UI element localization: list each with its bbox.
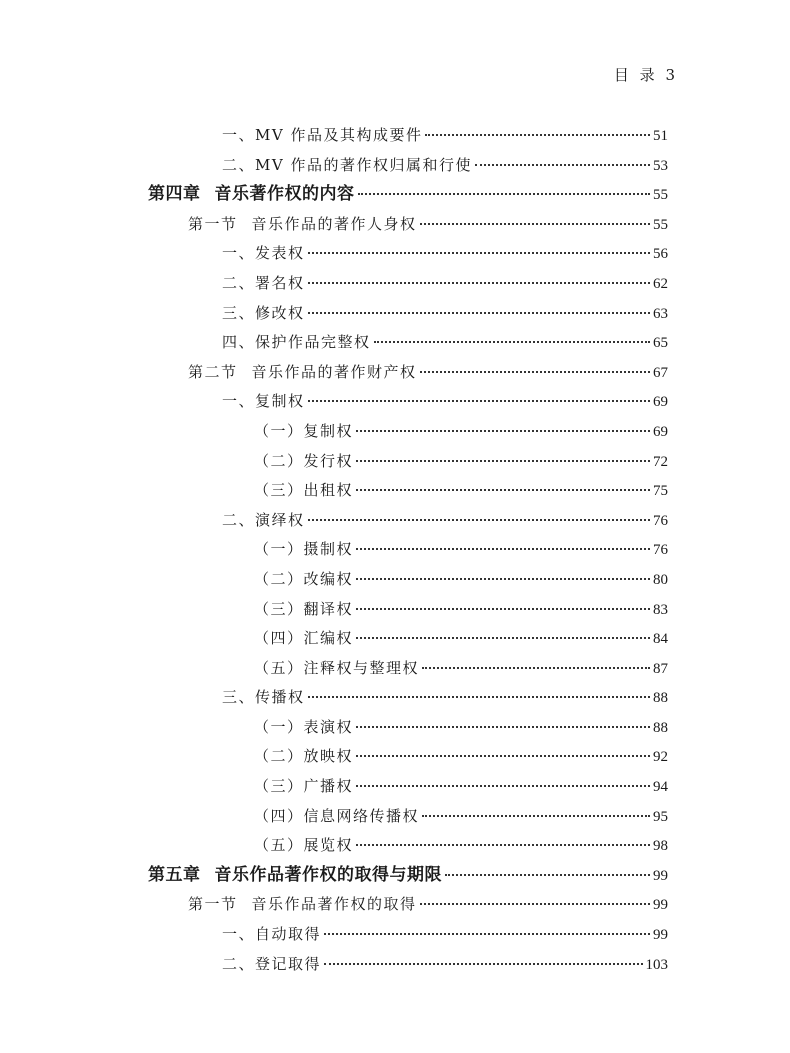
- dot-leader: [422, 667, 650, 669]
- dot-leader: [308, 519, 650, 521]
- toc-entry-page: 62: [653, 275, 668, 292]
- dot-leader: [358, 193, 651, 195]
- dot-leader: [420, 903, 650, 905]
- toc-entry-text: （二）发行权: [254, 451, 354, 470]
- dot-leader: [356, 578, 650, 580]
- toc-entry-text: 音乐作品的著作人身权: [251, 214, 417, 233]
- dot-leader: [356, 726, 650, 728]
- dot-leader: [308, 696, 650, 698]
- toc-entry-text: 音乐作品著作权的取得与期限: [214, 864, 442, 885]
- toc-entry-title: [188, 210, 417, 240]
- toc-entry-page: 76: [653, 542, 668, 559]
- toc-entry-item: [0, 121, 790, 151]
- toc-entry-title: [254, 713, 353, 743]
- table-of-contents: [0, 121, 790, 979]
- toc-entry-text: （四）信息网络传播权: [254, 806, 420, 825]
- toc-entry-title: [222, 239, 305, 269]
- toc-entry-title: [188, 358, 417, 388]
- toc-entry-label: 第二节: [188, 362, 238, 381]
- toc-entry-title: [254, 476, 353, 506]
- toc-entry-section: [0, 210, 790, 240]
- toc-entry-label: 第一节: [188, 895, 238, 914]
- toc-entry-page: 92: [653, 749, 668, 766]
- toc-entry-item: [0, 387, 790, 417]
- toc-entry-text: （一）复制权: [254, 421, 354, 440]
- toc-entry-page: 94: [653, 779, 668, 796]
- toc-entry-page: 87: [653, 660, 668, 677]
- toc-entry-text: （二）放映权: [254, 747, 354, 766]
- toc-entry-text: （一）表演权: [254, 717, 354, 736]
- toc-entry-sub: [0, 802, 790, 832]
- toc-entry-text: 三、修改权: [222, 303, 305, 322]
- dot-leader: [374, 341, 650, 343]
- toc-entry-title: [222, 506, 305, 536]
- toc-entry-sub: [0, 742, 790, 772]
- toc-entry-title: [148, 861, 442, 891]
- toc-entry-text: 二、MV 作品的著作权归属和行使: [222, 155, 472, 174]
- toc-entry-page: 51: [653, 128, 668, 144]
- toc-entry-text: （三）广播权: [254, 777, 354, 796]
- toc-entry-title: [148, 180, 355, 210]
- toc-entry-item: [0, 506, 790, 536]
- toc-entry-title: [222, 950, 321, 980]
- toc-entry-text: （二）改编权: [254, 569, 354, 588]
- toc-entry-text: 一、自动取得: [222, 925, 322, 944]
- toc-entry-page: 72: [653, 453, 668, 470]
- toc-entry-text: 一、MV 作品及其构成要件: [222, 126, 423, 144]
- toc-entry-section: [0, 890, 790, 920]
- dot-leader: [308, 400, 650, 402]
- toc-entry-sub: [0, 565, 790, 595]
- toc-entry-title: [222, 920, 321, 950]
- toc-entry-text: 一、发表权: [222, 244, 305, 263]
- dot-leader: [356, 844, 650, 846]
- toc-entry-title: [222, 328, 371, 358]
- toc-entry-page: 84: [653, 631, 668, 648]
- toc-entry-sub: [0, 713, 790, 743]
- toc-entry-item: [0, 299, 790, 329]
- toc-entry-item: [0, 269, 790, 299]
- toc-entry-chapter: [0, 180, 790, 210]
- dot-leader: [356, 785, 650, 787]
- dot-leader: [356, 430, 650, 432]
- toc-entry-page: 75: [653, 483, 668, 500]
- dot-leader: [422, 815, 650, 817]
- toc-entry-sub: [0, 476, 790, 506]
- toc-entry-sub: [0, 772, 790, 802]
- toc-entry-title: [254, 417, 353, 447]
- toc-entry-sub: [0, 595, 790, 625]
- toc-entry-page: 67: [653, 364, 668, 381]
- toc-entry-page: 69: [653, 394, 668, 411]
- toc-entry-text: （五）展览权: [254, 836, 354, 855]
- toc-entry-page: 53: [653, 157, 668, 174]
- dot-leader: [356, 608, 650, 610]
- dot-leader: [356, 548, 650, 550]
- toc-entry-title: [254, 595, 353, 625]
- toc-entry-text: 二、登记取得: [222, 954, 322, 973]
- toc-entry-sub: [0, 417, 790, 447]
- toc-entry-page: 80: [653, 571, 668, 588]
- toc-entry-text: 音乐作品的著作财产权: [251, 362, 417, 381]
- toc-entry-title: [222, 151, 472, 181]
- toc-entry-sub: [0, 535, 790, 565]
- toc-entry-title: [254, 654, 419, 684]
- toc-entry-sub: [0, 624, 790, 654]
- toc-entry-page: 99: [653, 897, 668, 914]
- toc-entry-text: （五）注释权与整理权: [254, 658, 420, 677]
- toc-entry-page: 99: [653, 927, 668, 944]
- dot-leader: [308, 312, 650, 314]
- toc-entry-page: 76: [653, 512, 668, 529]
- toc-entry-text: （三）出租权: [254, 481, 354, 500]
- toc-entry-title: [254, 565, 353, 595]
- toc-entry-title: [222, 269, 305, 299]
- toc-entry-page: 99: [653, 867, 668, 884]
- toc-entry-sub: [0, 447, 790, 477]
- toc-entry-label: 第四章: [148, 184, 201, 205]
- toc-entry-title: [222, 121, 422, 151]
- toc-entry-text: （一）摄制权: [254, 540, 354, 559]
- toc-entry-text: 二、演绎权: [222, 510, 305, 529]
- toc-entry-text: 音乐作品著作权的取得: [251, 895, 417, 914]
- toc-entry-label: 第一节: [188, 214, 238, 233]
- toc-entry-page: 83: [653, 601, 668, 618]
- toc-entry-page: 98: [653, 838, 668, 855]
- toc-entry-title: [188, 890, 417, 920]
- toc-entry-item: [0, 239, 790, 269]
- dot-leader: [425, 134, 650, 136]
- toc-entry-text: 四、保护作品完整权: [222, 333, 371, 352]
- toc-entry-text: （三）翻译权: [254, 599, 354, 618]
- toc-entry-sub: [0, 831, 790, 861]
- toc-entry-page: 88: [653, 719, 668, 736]
- toc-entry-chapter: [0, 861, 790, 891]
- toc-entry-page: 65: [653, 335, 668, 352]
- toc-entry-page: 55: [653, 216, 668, 233]
- toc-entry-page: 56: [653, 246, 668, 263]
- toc-entry-title: [222, 387, 305, 417]
- toc-entry-page: 95: [653, 808, 668, 825]
- toc-entry-title: [254, 772, 353, 802]
- dot-leader: [356, 489, 650, 491]
- toc-entry-text: 音乐著作权的内容: [214, 184, 355, 205]
- toc-entry-page: 69: [653, 423, 668, 440]
- toc-entry-title: [254, 742, 353, 772]
- toc-entry-title: [254, 535, 353, 565]
- toc-entry-page: 55: [653, 187, 668, 204]
- toc-entry-section: [0, 358, 790, 388]
- toc-entry-title: [222, 299, 305, 329]
- dot-leader: [445, 874, 650, 876]
- toc-entry-page: 63: [653, 305, 668, 322]
- dot-leader: [475, 164, 650, 166]
- toc-entry-text: 一、复制权: [222, 392, 305, 411]
- toc-entry-text: （四）汇编权: [254, 629, 354, 648]
- toc-entry-item: [0, 683, 790, 713]
- toc-entry-title: [254, 447, 353, 477]
- toc-entry-page: 88: [653, 690, 668, 707]
- dot-leader: [324, 963, 642, 965]
- toc-entry-title: [254, 831, 353, 861]
- dot-leader: [420, 371, 650, 373]
- toc-entry-page: 103: [645, 956, 668, 973]
- dot-leader: [356, 460, 650, 462]
- toc-entry-text: 三、传播权: [222, 688, 305, 707]
- toc-entry-label: 第五章: [148, 864, 201, 885]
- dot-leader: [308, 252, 650, 254]
- toc-entry-item: [0, 328, 790, 358]
- dot-leader: [356, 755, 650, 757]
- dot-leader: [420, 223, 650, 225]
- dot-leader: [324, 933, 650, 935]
- toc-entry-title: [254, 624, 353, 654]
- toc-entry-item: [0, 920, 790, 950]
- toc-entry-text: 二、署名权: [222, 273, 305, 292]
- toc-entry-title: [254, 802, 419, 832]
- toc-entry-item: [0, 151, 790, 181]
- toc-entry-sub: [0, 654, 790, 684]
- dot-leader: [356, 637, 650, 639]
- running-head: 目 录 3: [613, 66, 678, 84]
- toc-entry-item: [0, 950, 790, 980]
- toc-entry-title: [222, 683, 305, 713]
- dot-leader: [308, 282, 650, 284]
